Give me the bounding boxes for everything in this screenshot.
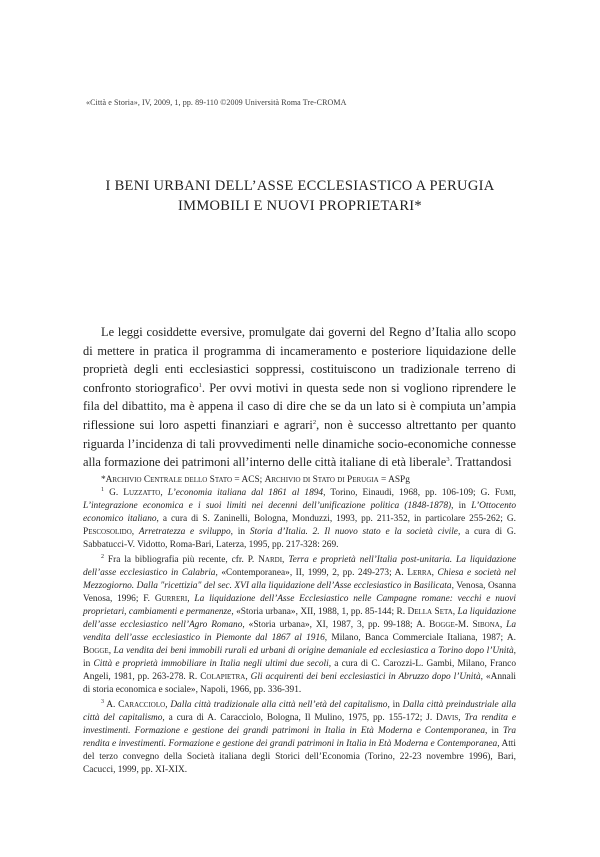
work-title: La liquidazione dell’asse ecclesiastico nell’Agro Romano (83, 607, 516, 630)
footnote-text: , (458, 713, 465, 724)
footnote-text: , Atti del terzo convegno della Società italiana degli Storici dell’Economia (Torino, 22-23 novembre 1996), Bari, Cacucci, 1999, pp. XI-XIX. (83, 739, 516, 775)
author-name: Luzzatto (123, 487, 161, 498)
work-title: Dalla città tradizionale alla città nell’età del capitalismo (170, 700, 388, 711)
footnote-text: , in (230, 526, 250, 537)
work-title: La vendita dei beni immobili rurali ed urbani di origine demaniale ed ecclesiastica a Torino dopo l’Unità (113, 645, 514, 656)
author-name: Bogge (83, 645, 109, 656)
footnote-text: , in (485, 726, 504, 737)
footnote-text: , in (451, 500, 472, 511)
footnote-text: , «Annali di storia economica e sociale», Napoli, 1966, pp. 336-391. (83, 671, 517, 695)
title-line-2 (60, 196, 540, 216)
body-text (83, 323, 516, 472)
work-title: Arretratezza e sviluppo (138, 526, 231, 537)
title-footnote-mark: * (414, 198, 422, 214)
author-name: Lerra (407, 568, 432, 579)
footnote-text: , «Contemporanea», II, 1999, 2, pp. 249-273; A. (215, 568, 408, 579)
footnote-text: , a cura di S. Zaninelli, Bologna, Monduzzi, 1993, pp. 211-352, in particolare 255-262; G. (156, 513, 516, 524)
title-line-1: I BENI URBANI DELL’ASSE ECCLESIASTICO A PERUGIA (105, 178, 495, 194)
footnote-text: , «Storia urbana», XI, 1987, 3, pp. 99-188; A. (242, 619, 430, 630)
footnote-text: , (165, 700, 171, 711)
work-title: Tra rendita e investimenti. Formazione e gestione dei grandi patrimoni in Italia in Età Moderna e Contemporanea (83, 713, 516, 737)
title-line-2-text: IMMOBILI E NUOVI PROPRIETARI (178, 198, 415, 214)
footnote-text: A. (104, 700, 119, 711)
author-name: Bogge (429, 619, 455, 630)
author-name: Nardi (258, 555, 283, 566)
author-name: Davis (436, 713, 459, 724)
author-name: Colapietra (200, 671, 246, 682)
article-title (60, 176, 540, 216)
body-segment: Le leggi cosiddette eversive, promulgate dai governi del Regno d’Italia allo scopo di mettere in pratica il programma di incameramento e posteriore liquidazione delle proprietà degli enti ecclesiastici soppressi, costituiscono un tradizionale terreno di confronto storiografico (83, 325, 516, 395)
work-title: Terra e proprietà nell’Italia post-unitaria. La liquidazione dell’asse ecclesiastico in Calabria (83, 555, 517, 579)
body-segment: , non è successo altrettanto per quanto riguarda l’incidenza di tali provvedimenti nelle dinamiche socio-economiche connesse alla formazione dei patrimoni all’interno delle città italiane di età liberale (83, 417, 516, 470)
footnotes (83, 474, 516, 777)
footnote-text: -M. (454, 619, 473, 630)
footnote-text: , (452, 607, 458, 618)
work-title: La liquidazione dell’Asse Ecclesiastico nelle Campagne romane: vecchi e nuovi proprietari, cambiamenti e permanenze (83, 594, 517, 618)
footnote-text: , in (83, 645, 516, 669)
work-title: Storia d’Italia. 2. Il nuovo stato e la società civile (249, 526, 458, 537)
footnote-mark: * (101, 475, 106, 485)
body-segment: . Trattandosi (449, 455, 512, 470)
author-name: Della Seta (407, 607, 453, 618)
work-title: Città e proprietà immobiliare in Italia negli ultimi due secoli (93, 658, 329, 669)
footnote-ref-3: 3 (446, 456, 450, 464)
footnote-text: Fra la bibliografia più recente, cfr. P. (104, 555, 259, 566)
journal-citation-header: «Città e Storia», IV, 2009, 1, pp. 89-110 ©2009 Università Roma Tre-CROMA (86, 98, 347, 107)
footnote-text: , (131, 526, 139, 537)
footnote-number: 1 (101, 486, 104, 493)
footnote-text: , (499, 619, 507, 630)
footnote-text: , Torino, Einaudi, 1968, pp. 106-109; G. (323, 487, 495, 498)
footnote-text: , Venosa, Osanna Venosa, 1996; F. (83, 581, 516, 605)
work-title: Tra rendita e investimenti. Formazione e gestione dei grandi patrimoni in Italia in Età Moderna e Contemporanea (83, 726, 517, 750)
footnote-number: 2 (101, 554, 104, 561)
work-title: Chiesa e società nel Mezzogiorno. Dalla "ricettizia" del sec. XVI alla liquidazione dell’Asse ecclesiastico in Basilicata (83, 568, 516, 592)
footnote-text: G. (104, 487, 124, 498)
footnote-text: , (513, 487, 517, 498)
footnote-number: 3 (101, 699, 104, 706)
work-title: L’economia italiana dal 1861 al 1894 (167, 487, 324, 498)
footnote-text: , (160, 487, 168, 498)
work-title: Gli acquirenti dei beni ecclesiastici in Abruzzo dopo l’Unità (250, 671, 481, 682)
footnote-text: = ACS; (232, 475, 265, 485)
author-name: Fumi (494, 487, 514, 498)
work-title: L’integrazione economica e i suoi limiti nei decenni dell’unificazione politica (1848-1878) (83, 500, 452, 511)
work-title: La vendita dell’asse ecclesiastico in Piemonte dal 1867 al 1916 (83, 619, 517, 643)
footnote-text: , «Storia urbana», XII, 1988, 1, pp. 85-144; R. (231, 607, 408, 618)
footnote-text: = ASPg (378, 475, 410, 485)
footnote-3 (83, 699, 516, 776)
footnote-text: , (282, 555, 289, 566)
footnote-ref-2: 2 (312, 418, 317, 426)
body-segment: . Per ovvi motivi in questa sede non si vogliono riprendere le fila del dibattito, ma è appena il caso di dire che se da un lato si è compiuta un’ampia riflessione sui loro aspetti finanziari e agrari (83, 380, 517, 432)
author-name: Caracciolo (118, 700, 166, 711)
archive-name: Archivio Centrale dello Stato (105, 475, 233, 485)
footnote-2 (83, 554, 516, 696)
footnote-text: , (245, 671, 251, 682)
work-title: L’Ottocento economico italiano (83, 500, 517, 524)
footnote-text: , a cura di C. Carozzi-L. Gambi, Milano, Franco Angeli, 1981, pp. 263-278. R. (83, 658, 516, 682)
archive-name: Archivio di Stato di Perugia (264, 475, 379, 485)
footnote-text: , in (387, 700, 403, 711)
body-paragraph (83, 323, 516, 472)
footnote-text: , (108, 645, 114, 656)
footnote-ref-1: 1 (198, 381, 202, 389)
author-name: Sibona (472, 619, 500, 630)
footnote-text: , a cura di G. Sabbatucci-V. Vidotto, Roma-Bari, Laterza, 1995, pp. 217-328: 269. (83, 526, 517, 550)
footnote-text: , Milano, Banca Commerciale Italiana, 1987; A. (324, 632, 516, 643)
author-name: Pescosolido (83, 526, 132, 537)
footnote-text: , a cura di A. Caracciolo, Bologna, Il Mulino, 1975, pp. 155-172; J. (162, 713, 437, 724)
author-name: Gurreri (154, 594, 188, 605)
work-title: Dalla città preindustriale alla città del capitalismo (83, 700, 516, 724)
footnote-abbreviations (83, 474, 516, 487)
footnote-text: , (431, 568, 438, 579)
footnote-text: , (187, 594, 195, 605)
footnote-1 (83, 487, 516, 552)
